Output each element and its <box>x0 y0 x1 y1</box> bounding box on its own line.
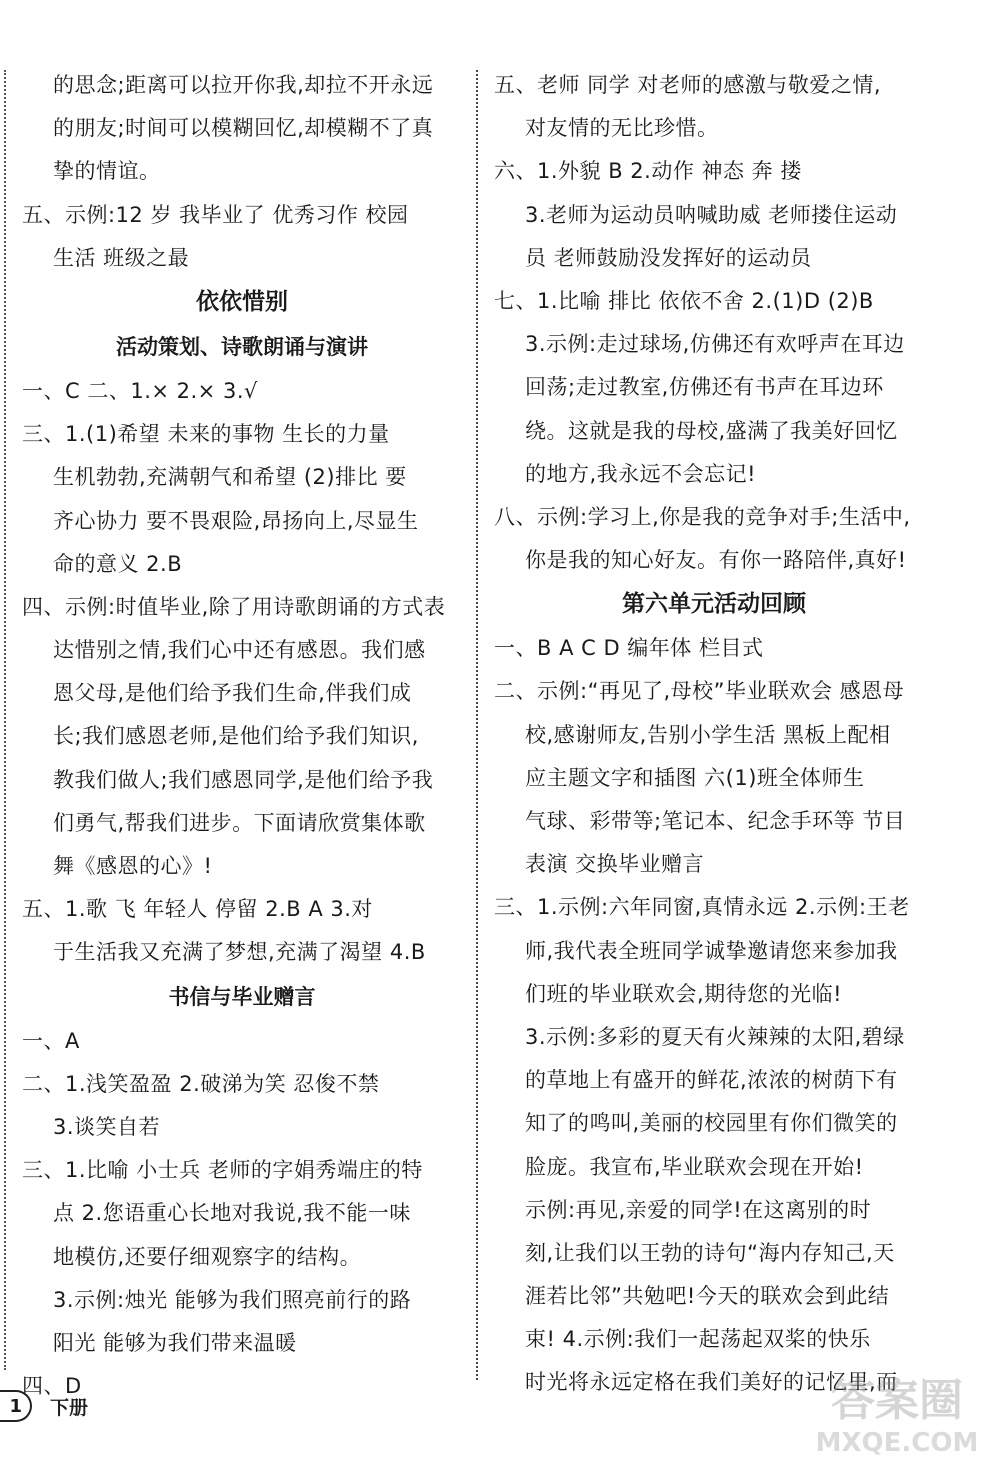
answer-line: 3.示例:多彩的夏天有火辣辣的太阳,碧绿 <box>525 1024 905 1049</box>
answer-line: 们勇气,帮我们进步。下面请欣赏集体歌 <box>53 810 426 835</box>
answer-line: 师,我代表全班同学诚挚邀请您来参加我 <box>525 938 898 963</box>
answer-line: 绕。这就是我的母校,盛满了我美好回忆 <box>525 418 898 443</box>
answer-line: 对友情的无比珍惜。 <box>525 116 719 141</box>
answer-line: 你是我的知心好友。有你一路陪伴,真好! <box>525 548 907 573</box>
answer-line: 的地方,我永远不会忘记! <box>525 461 757 486</box>
answer-line: 的朋友;时间可以模糊回忆,却模糊不了真 <box>53 116 434 141</box>
answer-line: 回荡;走过教室,仿佛还有书声在耳边环 <box>525 375 884 400</box>
watermark-url: MXQE.COM <box>815 1428 979 1458</box>
answer-line: 的草地上有盛开的鲜花,浓浓的树荫下有 <box>525 1068 898 1093</box>
answer-line: 3.示例:烛光 能够为我们照亮前行的路 <box>53 1287 412 1312</box>
answer-line: 刻,让我们以王勃的诗句“海内存知己,天 <box>525 1240 895 1265</box>
right-column <box>494 64 934 1405</box>
answer-line: 们班的毕业联欢会,期待您的光临! <box>525 981 843 1006</box>
answer-line: 3.谈笑自若 <box>53 1114 161 1139</box>
answer-line: 五、1.歌 飞 年轻人 停留 2.B A 3.对 <box>22 897 373 922</box>
answer-line: 时光将永远定格在我们美好的记忆里,而 <box>525 1370 898 1395</box>
answer-line: 气球、彩带等;笔记本、纪念手环等 节目 <box>525 809 906 833</box>
answer-line: 达惜别之情,我们心中还有感恩。我们感 <box>53 638 426 663</box>
answer-line: 3.老师为运动员呐喊助威 老师搂住运动 <box>525 202 898 227</box>
answer-line: 恩父母,是他们给予我们生命,伴我们成 <box>53 681 412 706</box>
answer-line: 点 2.您语重心长地对我说,我不能一味 <box>53 1201 411 1226</box>
answer-line: 三、1.比喻 小士兵 老师的字娟秀端庄的特 <box>22 1158 423 1183</box>
section-heading: 依依惜别 <box>196 288 288 315</box>
answer-line: 教我们做人;我们感恩同学,是他们给予我 <box>53 767 434 792</box>
answer-line: 二、示例:“再见了,母校”毕业联欢会 感恩母 <box>494 679 905 704</box>
answer-line: 于生活我又充满了梦想,充满了渴望 4.B <box>53 940 426 965</box>
answer-line: 五、示例:12 岁 我毕业了 优秀习作 校园 <box>22 202 409 227</box>
answer-line: 校,感谢师友,告别小学生活 黑板上配相 <box>525 722 891 747</box>
answer-line: 长;我们感恩老师,是他们给予我们知识, <box>53 724 419 749</box>
answer-line: 生机勃勃,充满朝气和希望 (2)排比 要 <box>53 465 407 490</box>
answer-line: 二、1.浅笑盈盈 2.破涕为笑 忍俊不禁 <box>22 1071 380 1096</box>
answer-line: 七、1.比喻 排比 依依不舍 2.(1)D (2)B <box>494 288 874 313</box>
watermark-text: 答案圈 <box>831 1375 963 1426</box>
answer-line: 齐心协力 要不畏艰险,昂扬向上,尽显生 <box>53 508 419 533</box>
answer-line: 应主题文字和插图 六(1)班全体师生 <box>525 765 865 790</box>
left-column <box>22 64 462 1408</box>
answer-line: 一、A <box>22 1028 80 1053</box>
column-divider <box>476 70 478 1380</box>
watermark-logo <box>802 1363 992 1463</box>
section-heading: 第六单元活动回顾 <box>622 591 806 618</box>
answer-line: 一、B A C D 编年体 栏目式 <box>494 636 764 661</box>
answer-line: 一、C 二、1.× 2.× 3.√ <box>22 378 258 403</box>
answer-line: 涯若比邻”共勉吧!今天的联欢会到此结 <box>525 1284 890 1309</box>
answer-line: 命的意义 2.B <box>53 551 183 576</box>
answer-line: 六、1.外貌 B 2.动作 神态 奔 搂 <box>494 159 802 184</box>
answer-line: 舞《感恩的心》! <box>53 854 213 878</box>
answer-line: 脸庞。我宣布,毕业联欢会现在开始! <box>525 1154 864 1179</box>
page-edge-dotted-line <box>4 70 6 1370</box>
answer-line: 3.示例:走过球场,仿佛还有欢呼声在耳边 <box>525 332 905 357</box>
volume-label: 下册 <box>50 1396 89 1419</box>
answer-line: 四、示例:时值毕业,除了用诗歌朗诵的方式表 <box>22 594 446 619</box>
answer-line: 阳光 能够为我们带来温暖 <box>53 1330 297 1355</box>
answer-line: 员 老师鼓励没发挥好的运动员 <box>525 245 812 270</box>
section-heading: 活动策划、诗歌朗诵与演讲 <box>116 334 368 359</box>
answer-line: 生活 班级之最 <box>53 245 190 270</box>
answer-line: 四、D <box>22 1374 82 1399</box>
section-heading: 书信与毕业赠言 <box>168 984 316 1009</box>
page-footer <box>0 1386 88 1426</box>
answer-line: 三、1.示例:六年同窗,真情永远 2.示例:王老 <box>494 895 910 920</box>
answer-line: 示例:再见,亲爱的同学!在这离别的时 <box>525 1197 872 1222</box>
answer-line: 挚的情谊。 <box>53 159 161 184</box>
answer-line: 束! 4.示例:我们一起荡起双桨的快乐 <box>525 1327 871 1352</box>
answer-line: 表演 交换毕业赠言 <box>525 852 705 877</box>
answer-line: 知了的鸣叫,美丽的校园里有你们微笑的 <box>525 1111 898 1136</box>
answer-line: 三、1.(1)希望 未来的事物 生长的力量 <box>22 422 390 447</box>
answer-line: 八、示例:学习上,你是我的竞争对手;生活中, <box>494 504 911 529</box>
answer-line: 的思念;距离可以拉开你我,却拉不开永远 <box>53 73 434 97</box>
answer-line: 地模仿,还要仔细观察字的结构。 <box>53 1244 362 1269</box>
page-number: 1 <box>0 1390 32 1422</box>
answer-line: 五、老师 同学 对老师的感激与敬爱之情, <box>494 73 882 97</box>
